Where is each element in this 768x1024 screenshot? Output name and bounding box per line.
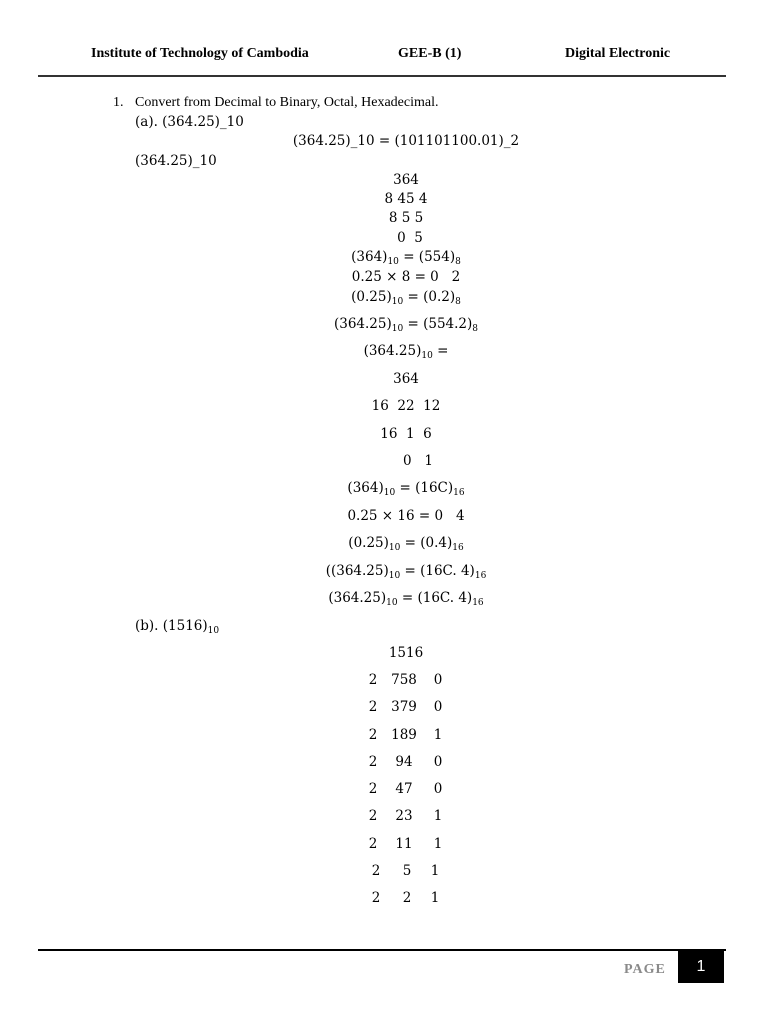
header-subject: Digital Electronic [565,46,671,61]
header-rule [38,75,726,77]
division-quotient: 23 [395,808,413,824]
hex-division-line: 364 [393,371,419,387]
division-remainder: 1 [433,727,443,743]
division-quotient: 758 [391,672,417,688]
hex-result: ($(364.25)_{10} = (16C$. $4)_{16}$ [325,563,487,581]
octal-division-line: 364 [393,172,419,188]
question-text: Convert from Decimal to Binary, Octal, Hexadecimal. [135,95,439,110]
octal-division-line: 0 5 [397,230,423,246]
octal-division-line: 8 5 5 [388,210,424,226]
division-remainder: 1 [433,836,443,852]
division-remainder: 1 [430,863,440,879]
part-a-binary-result: (364.25)_10 = (101101100.01)_2 [292,133,520,149]
division-divisor: 2 [368,836,378,852]
division-divisor: 2 [368,808,378,824]
hex-result: $(364.25)_{10} = (16C$. $4)_{16}$ [328,590,484,608]
header-course: GEE-B (1) [398,46,462,61]
hex-frac-result: $(0.25)_{10} = (0.4)_{16}$ [348,535,464,553]
division-quotient: 47 [395,781,413,797]
octal-int-result: $(364)_{10} = (554)_8$ [351,249,461,267]
page-label: PAGE [624,962,666,977]
division-quotient: 94 [395,754,413,770]
hex-int-result: $(364)_{10} = (16C)_{16}$ [347,480,465,498]
division-quotient: 11 [395,836,413,852]
octal-frac-step: 0.25 × 8 = 0 2 [351,269,461,285]
division-quotient: 189 [391,727,417,743]
division-divisor: 2 [371,890,381,906]
hex-division-line: 16 22 12 [371,398,441,414]
part-b-start: 1516 [388,645,424,661]
division-divisor: 2 [368,727,378,743]
footer-rule [38,949,726,951]
division-divisor: 2 [371,863,381,879]
division-quotient: 2 [402,890,412,906]
header-institute: Institute of Technology of Cambodia [91,46,309,61]
part-a-restate: (364.25)_10 [135,153,217,169]
octal-division-line: 8 45 4 [384,191,428,207]
page-number: 1 [678,951,724,983]
division-quotient: 379 [391,699,417,715]
division-quotient: 5 [402,863,412,879]
division-remainder: 0 [433,781,443,797]
part-b-label: (b). $(1516)_{10}$ [135,618,220,636]
question-number: 1. [113,95,124,110]
hex-division-line: 0 1 [402,453,434,469]
division-divisor: 2 [368,699,378,715]
hex-division-line: 16 1 6 [380,426,432,442]
division-divisor: 2 [368,781,378,797]
division-divisor: 2 [368,754,378,770]
division-remainder: 0 [433,754,443,770]
division-remainder: 1 [430,890,440,906]
hex-frac-step: 0.25 × 16 = 0 4 [347,508,465,524]
division-remainder: 0 [433,699,443,715]
division-remainder: 0 [433,672,443,688]
division-divisor: 2 [368,672,378,688]
octal-result: $(364.25)_{10} = (554.2)_8$ [333,316,479,334]
hex-lead: $(364.25)_{10}$ = [363,343,449,361]
division-remainder: 1 [433,808,443,824]
part-a-label: (a). (364.25)_10 [135,114,244,130]
octal-frac-result: $(0.25)_{10} = (0.2)_8$ [351,289,461,307]
